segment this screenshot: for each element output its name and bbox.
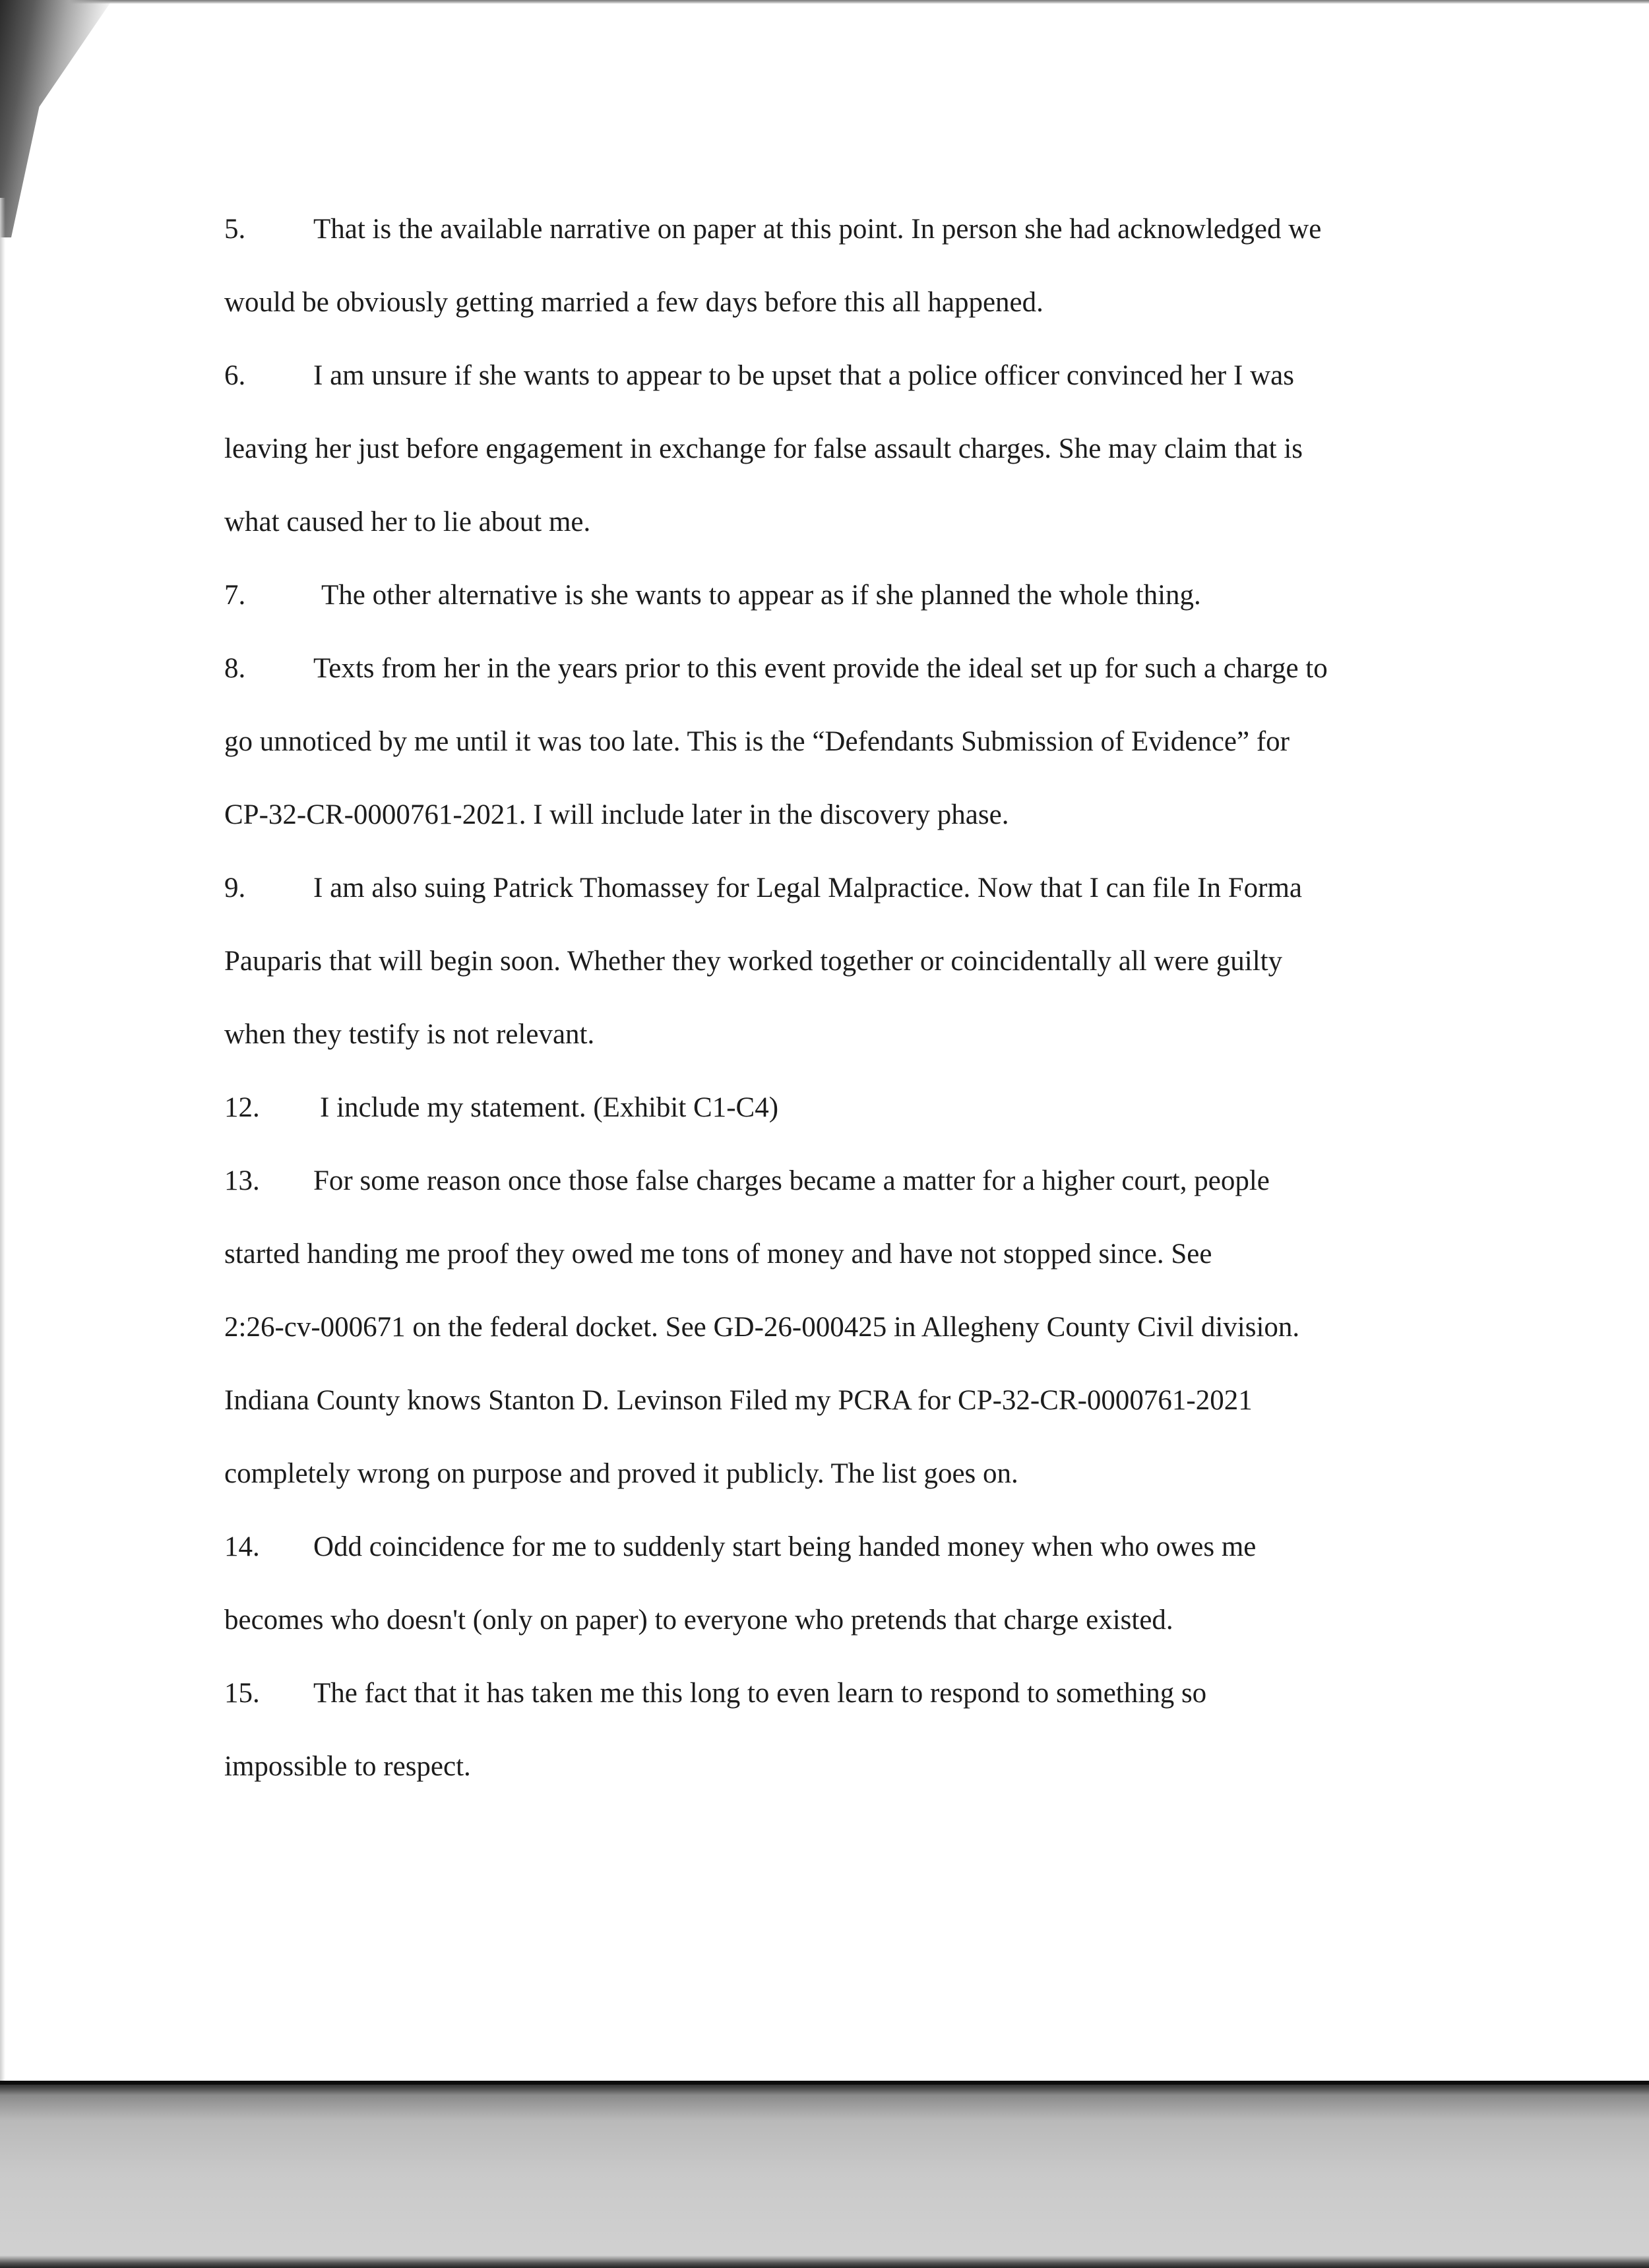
paragraph-text: I include my statement. (Exhibit C1-C4) xyxy=(320,1092,779,1123)
paragraph-5-line-2 xyxy=(224,284,1517,321)
paragraph-6-line-1 xyxy=(224,357,1517,394)
paragraph-15-line-2 xyxy=(224,1748,1517,1785)
paragraph-text: Texts from her in the years prior to this event provide the ideal set up for such a charge to xyxy=(313,653,1328,684)
paragraph-13-line-3 xyxy=(224,1309,1517,1346)
paragraph-5-line-1 xyxy=(224,211,1517,248)
paragraph-text: The fact that it has taken me this long to even learn to respond to something so xyxy=(313,1678,1207,1709)
paragraph-9-line-2 xyxy=(224,943,1517,980)
paragraph-number: 6. xyxy=(224,360,246,391)
paragraph-13-line-2 xyxy=(224,1236,1517,1273)
paragraph-14-line-2 xyxy=(224,1602,1517,1639)
paragraph-number: 8. xyxy=(224,653,246,684)
paragraph-12-line-1 xyxy=(224,1089,1517,1126)
paragraph-13-line-4 xyxy=(224,1382,1517,1419)
paragraph-text: Odd coincidence for me to suddenly start being handed money when who owes me xyxy=(313,1531,1257,1562)
scan-top-edge xyxy=(0,0,1649,4)
paragraph-14-line-1 xyxy=(224,1529,1517,1566)
paragraph-text: CP-32-CR-0000761-2021. I will include later in the discovery phase. xyxy=(224,799,1009,830)
paragraph-text: would be obviously getting married a few days before this all happened. xyxy=(224,287,1043,318)
scan-corner-shadow xyxy=(0,0,112,237)
paragraph-text: Indiana County knows Stanton D. Levinson Filed my PCRA for CP-32-CR-0000761-2021 xyxy=(224,1385,1253,1416)
paragraph-6-line-2 xyxy=(224,431,1517,468)
paragraph-text: started handing me proof they owed me tons of money and have not stopped since. See xyxy=(224,1239,1212,1270)
paragraph-text: go unnoticed by me until it was too late. This is the “Defendants Submission of Evidence” for xyxy=(224,726,1290,757)
paragraph-number: 15. xyxy=(224,1678,260,1709)
scan-bottom-edge xyxy=(0,2255,1649,2268)
paragraph-text: I am unsure if she wants to appear to be upset that a police officer convinced her I was xyxy=(313,360,1294,391)
paragraph-15-line-1 xyxy=(224,1675,1517,1712)
paragraph-text: I am also suing Patrick Thomassey for Legal Malpractice. Now that I can file In Forma xyxy=(313,873,1302,904)
paragraph-text: Pauparis that will begin soon. Whether they worked together or coincidentally all were guilty xyxy=(224,946,1283,977)
paragraph-13-line-1 xyxy=(224,1163,1517,1200)
paragraph-number: 9. xyxy=(224,873,246,904)
paragraph-text: what caused her to lie about me. xyxy=(224,506,591,537)
paragraph-text: when they testify is not relevant. xyxy=(224,1019,595,1050)
paragraph-text: That is the available narrative on paper at this point. In person she had acknowledged we xyxy=(313,214,1322,245)
scanner-bottom-band xyxy=(0,2081,1649,2268)
paragraph-number: 13. xyxy=(224,1165,260,1196)
paragraph-9-line-1 xyxy=(224,870,1517,907)
paragraph-number: 12. xyxy=(224,1092,260,1123)
paragraph-number: 5. xyxy=(224,214,246,245)
paragraph-text: completely wrong on purpose and proved it publicly. The list goes on. xyxy=(224,1458,1018,1489)
paragraph-8-line-2 xyxy=(224,723,1517,760)
paragraph-9-line-3 xyxy=(224,1016,1517,1053)
paragraph-text: 2:26-cv-000671 on the federal docket. See GD-26-000425 in Allegheny County Civil division. xyxy=(224,1312,1300,1343)
paragraph-8-line-1 xyxy=(224,650,1517,687)
paragraph-text: For some reason once those false charges became a matter for a higher court, people xyxy=(313,1165,1270,1196)
paragraph-text: becomes who doesn't (only on paper) to everyone who pretends that charge existed. xyxy=(224,1605,1173,1636)
paragraph-8-line-3 xyxy=(224,797,1517,834)
paragraph-6-line-3 xyxy=(224,504,1517,541)
scan-left-edge xyxy=(0,198,5,2110)
paragraph-13-line-5 xyxy=(224,1456,1517,1492)
paragraph-text: impossible to respect. xyxy=(224,1751,471,1782)
paragraph-text: The other alternative is she wants to appear as if she planned the whole thing. xyxy=(321,580,1201,611)
paragraph-number: 7. xyxy=(224,580,246,611)
paragraph-text: leaving her just before engagement in exchange for false assault charges. She may claim that is xyxy=(224,433,1303,464)
paragraph-7-line-1 xyxy=(224,577,1517,614)
paragraph-number: 14. xyxy=(224,1531,260,1562)
